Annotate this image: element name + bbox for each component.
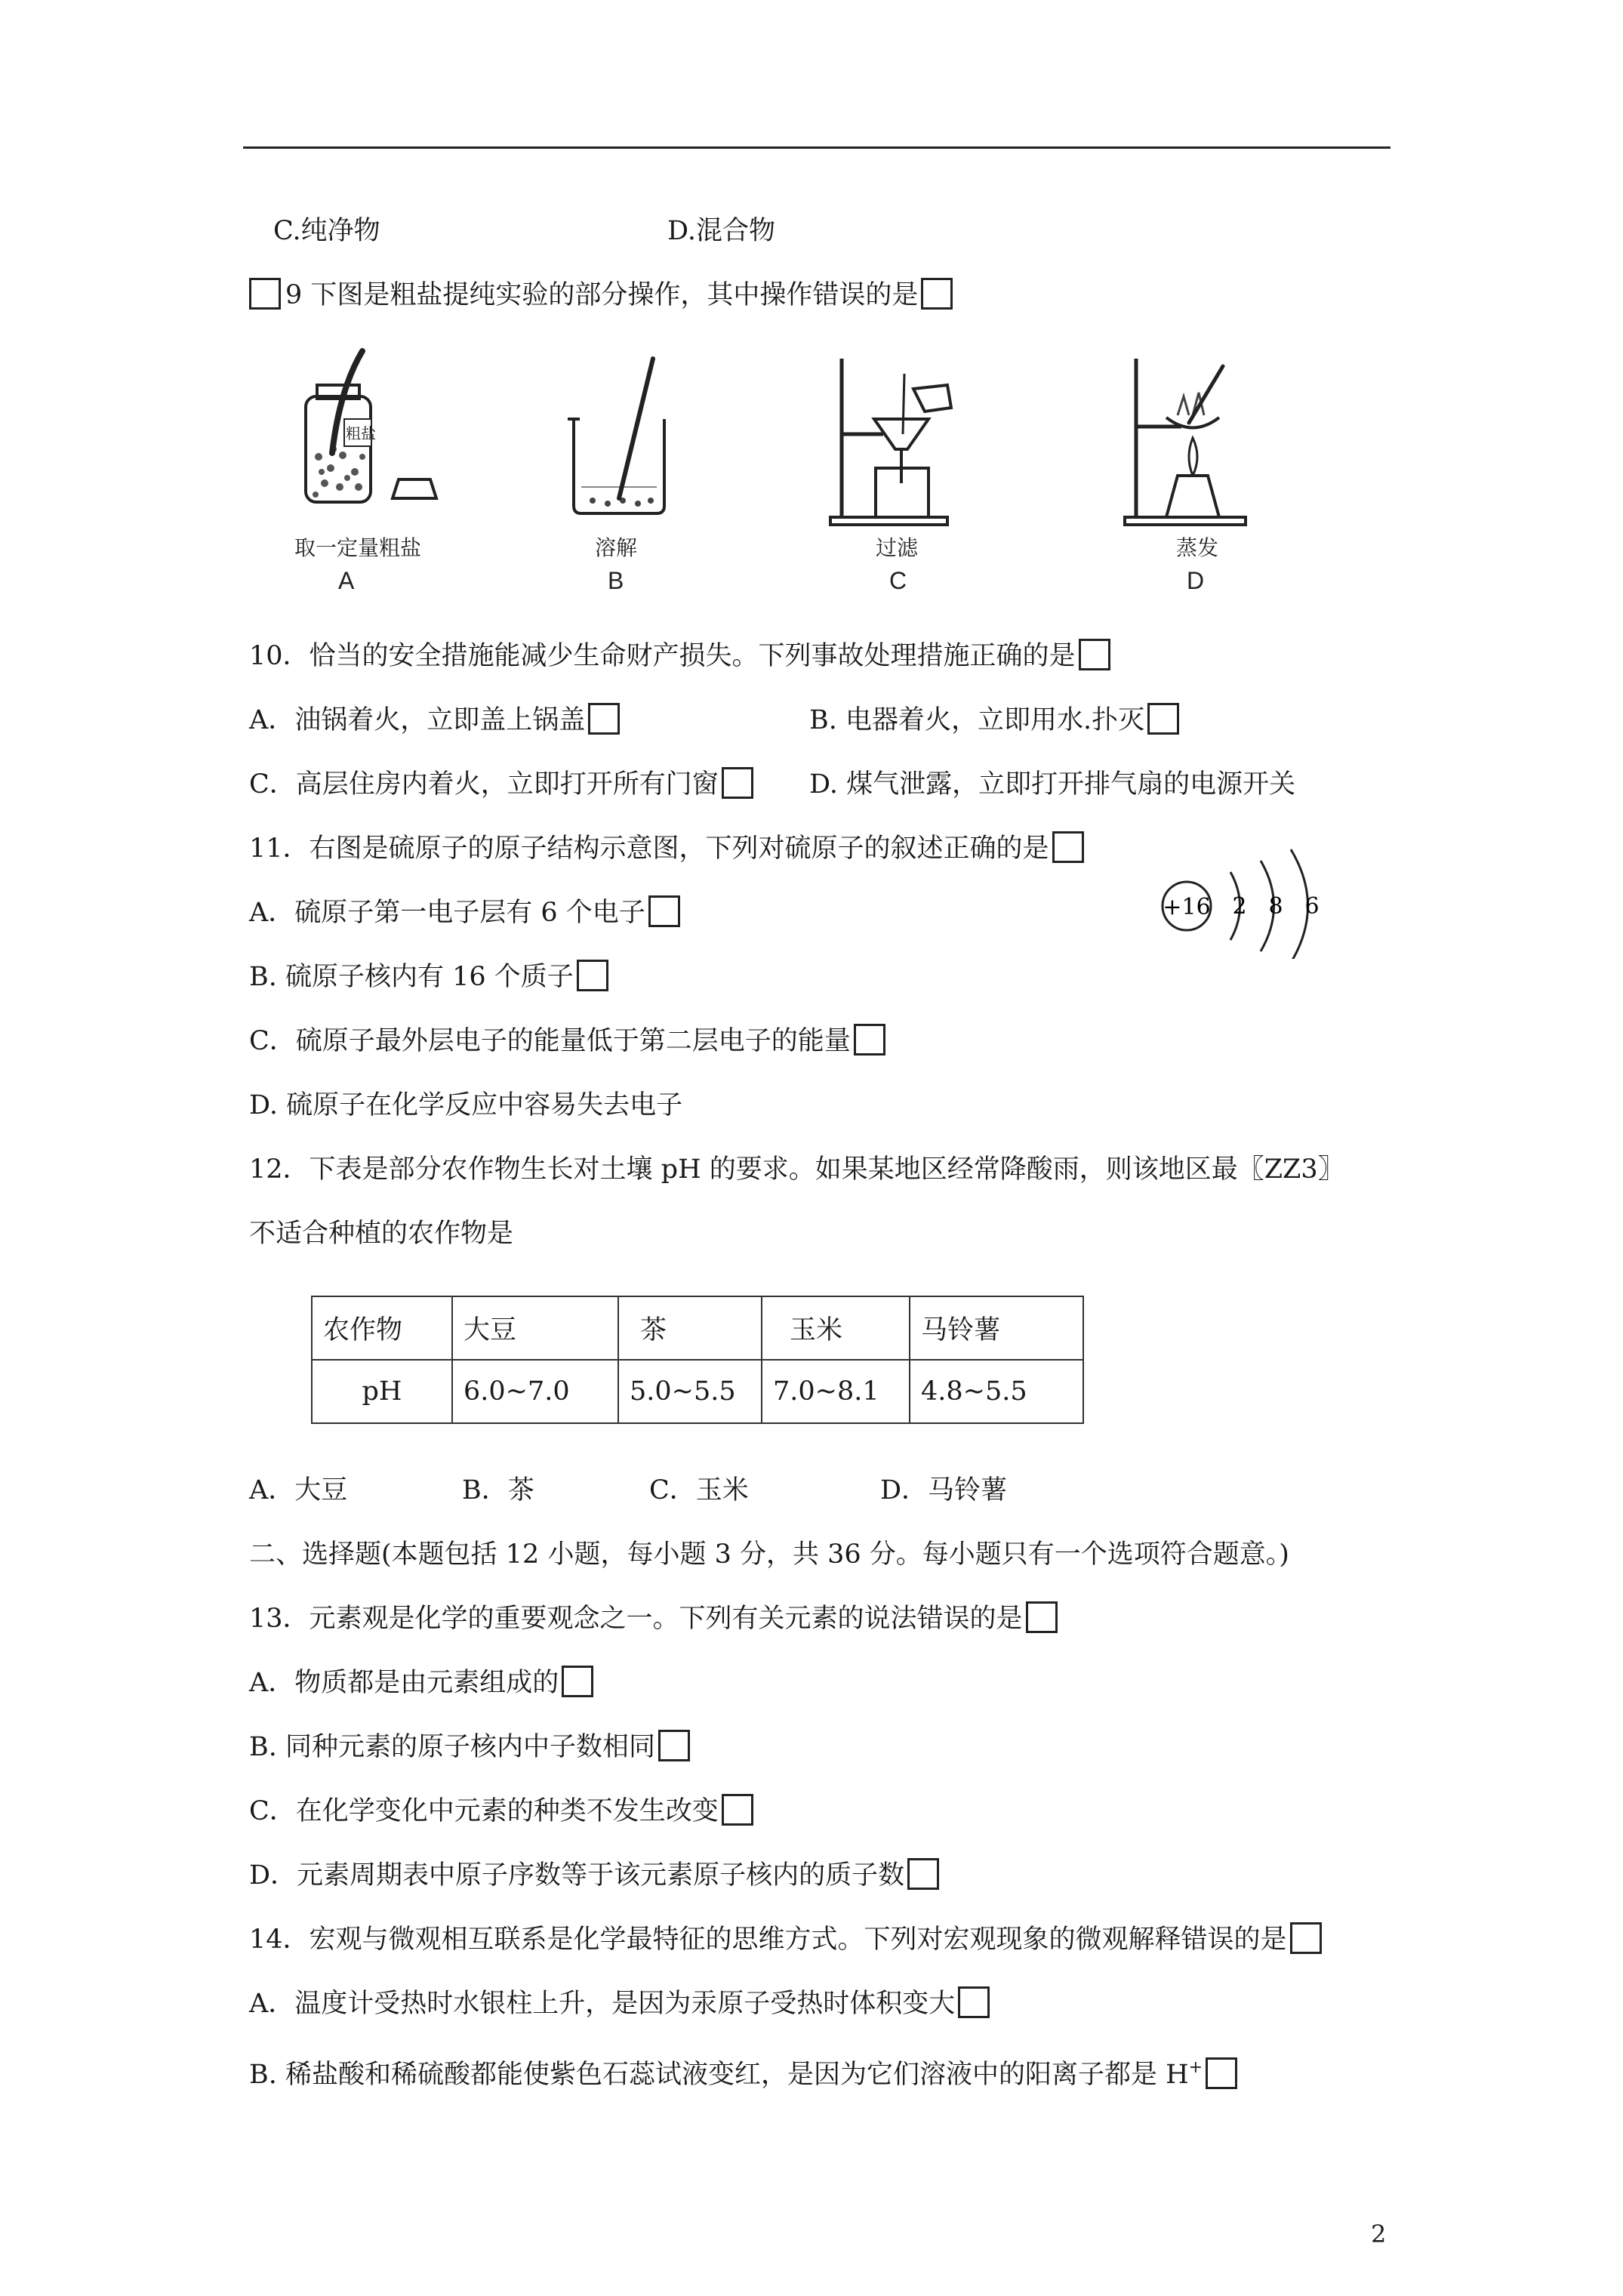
answer-box[interactable] [921,278,953,310]
answer-box[interactable] [562,1666,593,1697]
question-11-option-b [249,957,608,997]
answer-box[interactable] [958,1986,990,2018]
question-10-option-d: D. 煤气泄露，立即打开排气扇的电源开关 [809,769,1296,800]
table-cell: 大豆 [452,1296,618,1360]
question-11-option-c [249,1022,885,1061]
shell-2-count: 8 [1268,893,1283,920]
question-10-stem [249,636,1110,676]
crop-ph-table [311,1296,1084,1424]
question-13-option-c [249,1792,753,1831]
answer-box[interactable] [588,703,620,735]
figure-b-caption: 溶解 [595,535,638,560]
figure-b-dissolve [568,359,664,594]
question-12-option-b: B．茶 [462,1475,534,1505]
table-cell: 玉米 [762,1296,910,1360]
table-cell: 农作物 [312,1296,452,1360]
question-12-option-c: C．玉米 [649,1475,749,1505]
jar-label: 粗盐 [346,424,376,442]
sulfur-atom-diagram [1155,838,1344,959]
figure-c-letter: C [889,567,907,594]
salt-purification-figure [249,344,1381,600]
table-row [312,1360,1083,1423]
question-9-stem [249,276,953,315]
option-text: A．油锅着火，立即盖上锅盖 [249,705,586,735]
option-text: C．在化学变化中元素的种类不发生改变 [249,1796,719,1826]
question-12-option-a: A．大豆 [249,1475,348,1505]
option-text: C．高层住房内着火，立即打开所有门窗 [249,769,719,800]
answer-box[interactable] [907,1858,939,1890]
option-text: A．温度计受热时水银柱上升，是因为汞原子受热时体积变大 [249,1989,956,2019]
answer-box[interactable] [648,895,680,927]
question-13-option-a [249,1663,593,1703]
figure-a-caption: 取一定量粗盐 [294,535,422,560]
option-text: B. 电器着火，立即用水.扑灭 [809,705,1145,735]
figure-d-evaporate [1125,359,1246,594]
answer-box[interactable] [722,1794,753,1826]
question-10-text: 10．恰当的安全措施能减少生命财产损失。下列事故处理措施正确的是 [249,641,1076,671]
figure-a-take-salt [294,351,436,594]
answer-box[interactable] [1147,703,1179,735]
answer-box[interactable] [577,960,608,991]
figure-a-letter: A [338,567,355,594]
answer-box[interactable] [249,278,281,310]
table-cell: 5.0~5.5 [618,1360,762,1423]
shell-3-count: 6 [1304,893,1320,920]
table-cell: 茶 [618,1296,762,1360]
question-14-stem [249,1920,1322,1959]
option-text: C．硫原子最外层电子的能量低于第二层电子的能量 [249,1026,851,1056]
answer-box[interactable] [854,1024,885,1056]
option-text: B. 同种元素的原子核内中子数相同 [249,1732,655,1762]
option-text: A．物质都是由元素组成的 [249,1668,559,1698]
question-14-text: 14．宏观与微观相互联系是化学最特征的思维方式。下列对宏观现象的微观解释错误的是 [249,1925,1287,1955]
question-10-option-b [809,701,1179,740]
question-9-text: 9 下图是粗盐提纯实验的部分操作，其中操作错误的是 [285,280,919,310]
question-10-option-c [249,765,753,804]
option-text: B. 硫原子核内有 16 个质子 [249,962,574,992]
question-13-option-d [249,1856,939,1895]
question-14-option-b [249,2048,1237,2094]
question-11-text: 11．右图是硫原子的原子结构示意图，下列对硫原子的叙述正确的是 [249,834,1049,864]
table-header-row [312,1296,1083,1360]
figure-d-caption: 蒸发 [1176,535,1219,560]
table-cell: 7.0~8.1 [762,1360,910,1423]
option-text: A．硫原子第一电子层有 6 个电子 [249,898,645,928]
figure-b-letter: B [608,567,624,594]
shell-1-count: 2 [1232,893,1247,920]
figure-c-filter [830,359,951,594]
question-13-text: 13．元素观是化学的重要观念之一。下列有关元素的说法错误的是 [249,1604,1023,1634]
answer-box[interactable] [1206,2057,1237,2089]
superscript-plus: + [1188,2058,1203,2077]
option-text: B. 稀盐酸和稀硫酸都能使紫色石蕊试液变红，是因为它们溶液中的阳离子都是 H [249,2060,1189,2090]
table-cell: 6.0~7.0 [452,1360,618,1423]
question-12-stem-line2: 不适合种植的农作物是 [249,1219,514,1249]
figure-d-letter: D [1187,567,1205,594]
question-13-option-b [249,1727,690,1767]
question-11-option-d: D. 硫原子在化学反应中容易失去电子 [249,1090,683,1120]
nucleus-label: +16 [1163,894,1211,920]
answer-box[interactable] [658,1730,690,1761]
answer-box[interactable] [1290,1922,1322,1954]
page-number: 2 [1371,2220,1387,2248]
question-10-option-a [249,701,620,740]
answer-box[interactable] [1079,639,1110,670]
figure-c-caption: 过滤 [876,535,919,560]
option-d-mixture: D.混合物 [667,216,775,246]
question-14-option-a [249,1984,990,2023]
section-2-heading: 二、选择题(本题包括 12 小题，每小题 3 分，共 36 分。每小题只有一个选项符合题意。) [249,1539,1289,1570]
table-cell: pH [312,1360,452,1423]
question-13-stem [249,1599,1058,1638]
question-12-stem-line1: 12．下表是部分农作物生长对土壤 pH 的要求。如果某地区经常降酸雨，则该地区最〖ZZ3〗 [249,1154,1344,1185]
question-11-option-a [249,893,680,932]
option-text: D．元素周期表中原子序数等于该元素原子核内的质子数 [249,1860,905,1891]
answer-box[interactable] [1052,831,1084,863]
table-cell: 马铃薯 [910,1296,1083,1360]
question-12-option-d: D．马铃薯 [880,1475,1008,1505]
header-rule [243,146,1390,149]
answer-box[interactable] [722,767,753,799]
table-cell: 4.8~5.5 [910,1360,1083,1423]
question-11-stem [249,829,1084,868]
answer-box[interactable] [1026,1601,1058,1633]
option-c-pure-substance: C.纯净物 [273,216,380,246]
